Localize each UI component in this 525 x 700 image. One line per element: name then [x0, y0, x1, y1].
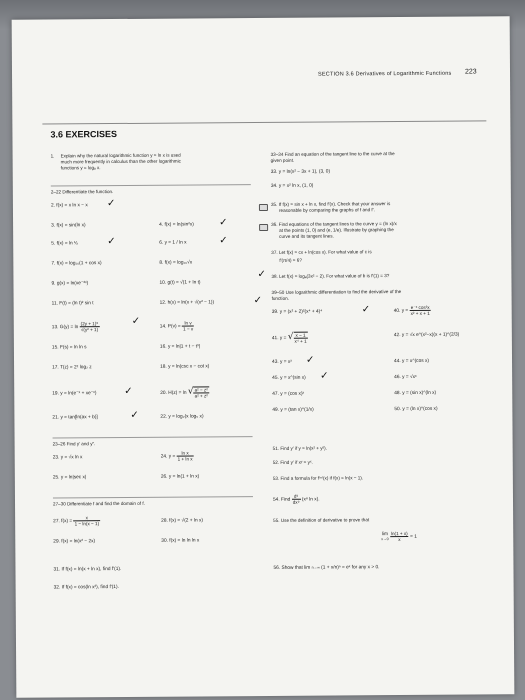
- exercise-41: 41. y = √ $\frac{x - 1}{\text{x⁴ + 1}}$: [271, 332, 307, 344]
- exercise-44: 44. y = x^(cos x): [394, 358, 429, 365]
- check-mark-icon: ✓: [219, 217, 228, 229]
- exercise-34: 34. y = x² ln x, (1, 0): [270, 183, 314, 189]
- exercise-50: 50. y = (ln x)^(cos x): [394, 406, 438, 413]
- exercise-9: 9. g(x) = ln(xe⁻²ˣ): [51, 281, 89, 287]
- exercise-20: 20. H(z) = ln √ $\frac{\text{a² − z²}}{\text{a² + z²}}$: [160, 386, 208, 399]
- exercise-45: 45. y = x^(sin x): [272, 375, 306, 381]
- exercise-12: 12. h(x) = ln(x + √(x² − 1)): [159, 300, 215, 306]
- section-head-2-22: 2–22 Differentiate the function.: [51, 184, 251, 195]
- item-1-line: much more frequently in calculus than the other logarithmic: [60, 158, 181, 165]
- graphing-calculator-icon: [259, 204, 268, 211]
- limit-expression: lim x→0 $\frac{\ln(1 + x)}{x}$ = 1: [381, 530, 417, 543]
- exercise-11: 11. F(t) = (ln t)² sin t: [51, 301, 94, 307]
- exercise-21: 21. y = tan[ln(ax + b)]: [52, 415, 98, 421]
- exercise-5: 5. f(x) = ln ¹⁄ₓ: [51, 241, 79, 247]
- exercise-53: 53. Find a formula for f⁽ⁿ⁾(x) if f(x) = ln(x − 1).: [272, 475, 364, 481]
- exercise-46: 46. y = √xˣ: [394, 374, 417, 381]
- exercise-51: 51. Find y′ if y = ln(x² + y²).: [272, 445, 327, 451]
- exercise-36-line: curve and its tangent lines.: [279, 233, 334, 239]
- exercise-24: 24. y = $\frac{\text{ln x}}{\text{1 + ln x}}$: [160, 450, 193, 462]
- exercise-22: 22. y = log₂(x log₅ x): [160, 414, 204, 420]
- exercise-28: 28. f(x) = √(2 + ln x): [161, 518, 204, 524]
- exercise-33: 33. y = ln(x² − 3x + 1), (3, 0): [270, 169, 331, 175]
- exercise-37: 37. Let f(x) = cx + ln(cos x). For what value of c is: [271, 249, 372, 255]
- exercise-54: 54. Find $\frac{\text{d⁹}}{\text{dx⁹}}$ (x⁸ ln x).: [272, 493, 320, 505]
- item-1-number: 1.: [50, 153, 55, 159]
- exercise-39: 39. y = (x² + 2)²(x⁴ + 4)⁴: [271, 309, 323, 315]
- exercise-7: 7. f(x) = log₁₀(1 + cos x): [51, 261, 102, 267]
- check-mark-icon: ✓: [130, 409, 139, 421]
- exercise-17: 17. T(z) = 2ᶻ log₂ z: [52, 365, 92, 371]
- exercise-14: 14. P(v) = $\frac{\text{ln v}}{1 - v}$: [159, 320, 194, 332]
- exercise-38: 38. Let f(x) = logₐ(3x² − 2). For what value of b is f′(1) = 3?: [271, 273, 390, 279]
- exercise-13: 13. G(y) = ln $\frac{\text{(2y + 1)⁵}}{\text{√(y² + 1)}}$: [51, 321, 99, 333]
- graphing-calculator-icon: [259, 224, 268, 231]
- section-head-23-26: 23–26 Find y′ and y″.: [53, 436, 253, 447]
- item-1-line: Explain why the natural logarithmic function y = ln x is used: [60, 152, 181, 159]
- exercise-6: 6. y = 1 / ln x: [159, 240, 187, 246]
- exercise-19: 19. y = ln(e⁻ˣ + xe⁻ˣ): [52, 391, 97, 397]
- exercise-32: 32. If f(x) = cos(ln x²), find f′(1).: [53, 585, 119, 591]
- exercise-43: 43. y = xˣ: [272, 359, 292, 365]
- check-mark-icon: ✓: [131, 315, 141, 327]
- check-mark-icon: ✓: [305, 354, 315, 366]
- exercise-36: 36. Find equations of the tangent lines to the curve y = (ln x)/x: [271, 221, 397, 227]
- exercise-55: 55. Use the definition of derivative to prove that: [273, 517, 370, 523]
- item-1-line: functions y = logₐ x.: [60, 165, 101, 171]
- section-head-27-30: 27–30 Differentiate f and find the domain of f.: [53, 496, 253, 507]
- check-mark-icon: ✓: [253, 295, 263, 307]
- check-mark-icon: ✓: [219, 235, 228, 247]
- exercise-10: 10. g(t) = √(1 + ln t): [159, 280, 201, 286]
- exercise-48: 48. y = (sin x)^(ln x): [394, 390, 437, 397]
- title-rule: [42, 120, 486, 124]
- check-mark-icon: ✓: [107, 236, 116, 248]
- textbook-page: [12, 16, 515, 697]
- exercise-49: 49. y = (tan x)^(1/x): [272, 407, 314, 413]
- page-number: 223: [464, 68, 477, 76]
- exercise-8: 8. f(x) = log₁₀√x: [159, 260, 193, 266]
- check-mark-icon: ✓: [124, 385, 133, 397]
- exercise-4: 4. f(x) = ln(sin²x): [159, 222, 194, 228]
- exercise-23: 23. y = √x ln x: [52, 455, 83, 461]
- exercise-36-line: at the points (1, 0) and (e, 1/e). Illustrate by graphing the: [279, 227, 394, 233]
- exercise-2: 2. f(x) = x ln x − x: [50, 203, 88, 209]
- exercise-52: 52. Find y′ if xʸ = yˣ.: [272, 459, 313, 465]
- exercise-30: 30. f(x) = ln ln ln x: [161, 538, 200, 544]
- exercise-3: 3. f(x) = sin(ln x): [51, 223, 86, 229]
- exercise-37-line: f′(π/4) = 6?: [279, 257, 302, 263]
- section-head-39-50-cont: function.: [271, 295, 289, 301]
- section-head-39-50: 39–50 Use logarithmic differentiation to find the derivative of the: [271, 289, 402, 295]
- section-header: SECTION 3.6 Derivatives of Logarithmic Functions: [318, 70, 452, 78]
- section-head-33-34: 33–34 Find an equation of the tangent line to the curve at the: [270, 151, 395, 157]
- exercises-title: 3.6 EXERCISES: [50, 129, 118, 140]
- exercise-56: 56. Show that lim n→∞ (1 + x/n)ⁿ = eˣ for any x > 0.: [273, 565, 380, 571]
- section-head-33-34-cont: given point.: [270, 157, 295, 163]
- check-mark-icon: ✓: [106, 198, 116, 210]
- exercise-25: 25. y = ln|sec x|: [52, 475, 87, 481]
- check-mark-icon: ✓: [320, 370, 329, 382]
- exercise-35: 35. If f(x) = sin x + ln x, find f′(x). Check that your answer is: [270, 201, 391, 207]
- exercise-15: 15. F(s) = ln ln s: [51, 345, 87, 351]
- check-mark-icon: ✓: [361, 304, 371, 316]
- exercise-40: 40. y = $\frac{\text{e⁻ˣ cos²x}}{\text{x² + x + 1}}$: [393, 304, 430, 316]
- exercise-27: 27. f(x) = $\frac{x}{1 - \ln(x - 1)}$: [53, 515, 100, 527]
- exercise-47: 47. y = (cos x)ˣ: [272, 391, 305, 397]
- exercise-29: 29. f(x) = ln(x² − 2x): [53, 539, 96, 545]
- exercise-31: 31. If f(x) = ln(x + ln x), find f′(1).: [53, 566, 122, 573]
- exercise-35-line: reasonable by comparing the graphs of f and f′.: [278, 207, 375, 213]
- check-mark-icon: ✓: [257, 268, 266, 281]
- exercise-42: 42. y = √x e^(x²−x)(x + 1)^(2/3): [393, 332, 460, 339]
- exercise-18: 18. y = ln(csc x − cot x): [160, 364, 210, 370]
- exercise-26: 26. y = ln(1 + ln x): [160, 474, 200, 480]
- exercise-16: 16. y = ln|1 + t − t³|: [159, 344, 200, 350]
